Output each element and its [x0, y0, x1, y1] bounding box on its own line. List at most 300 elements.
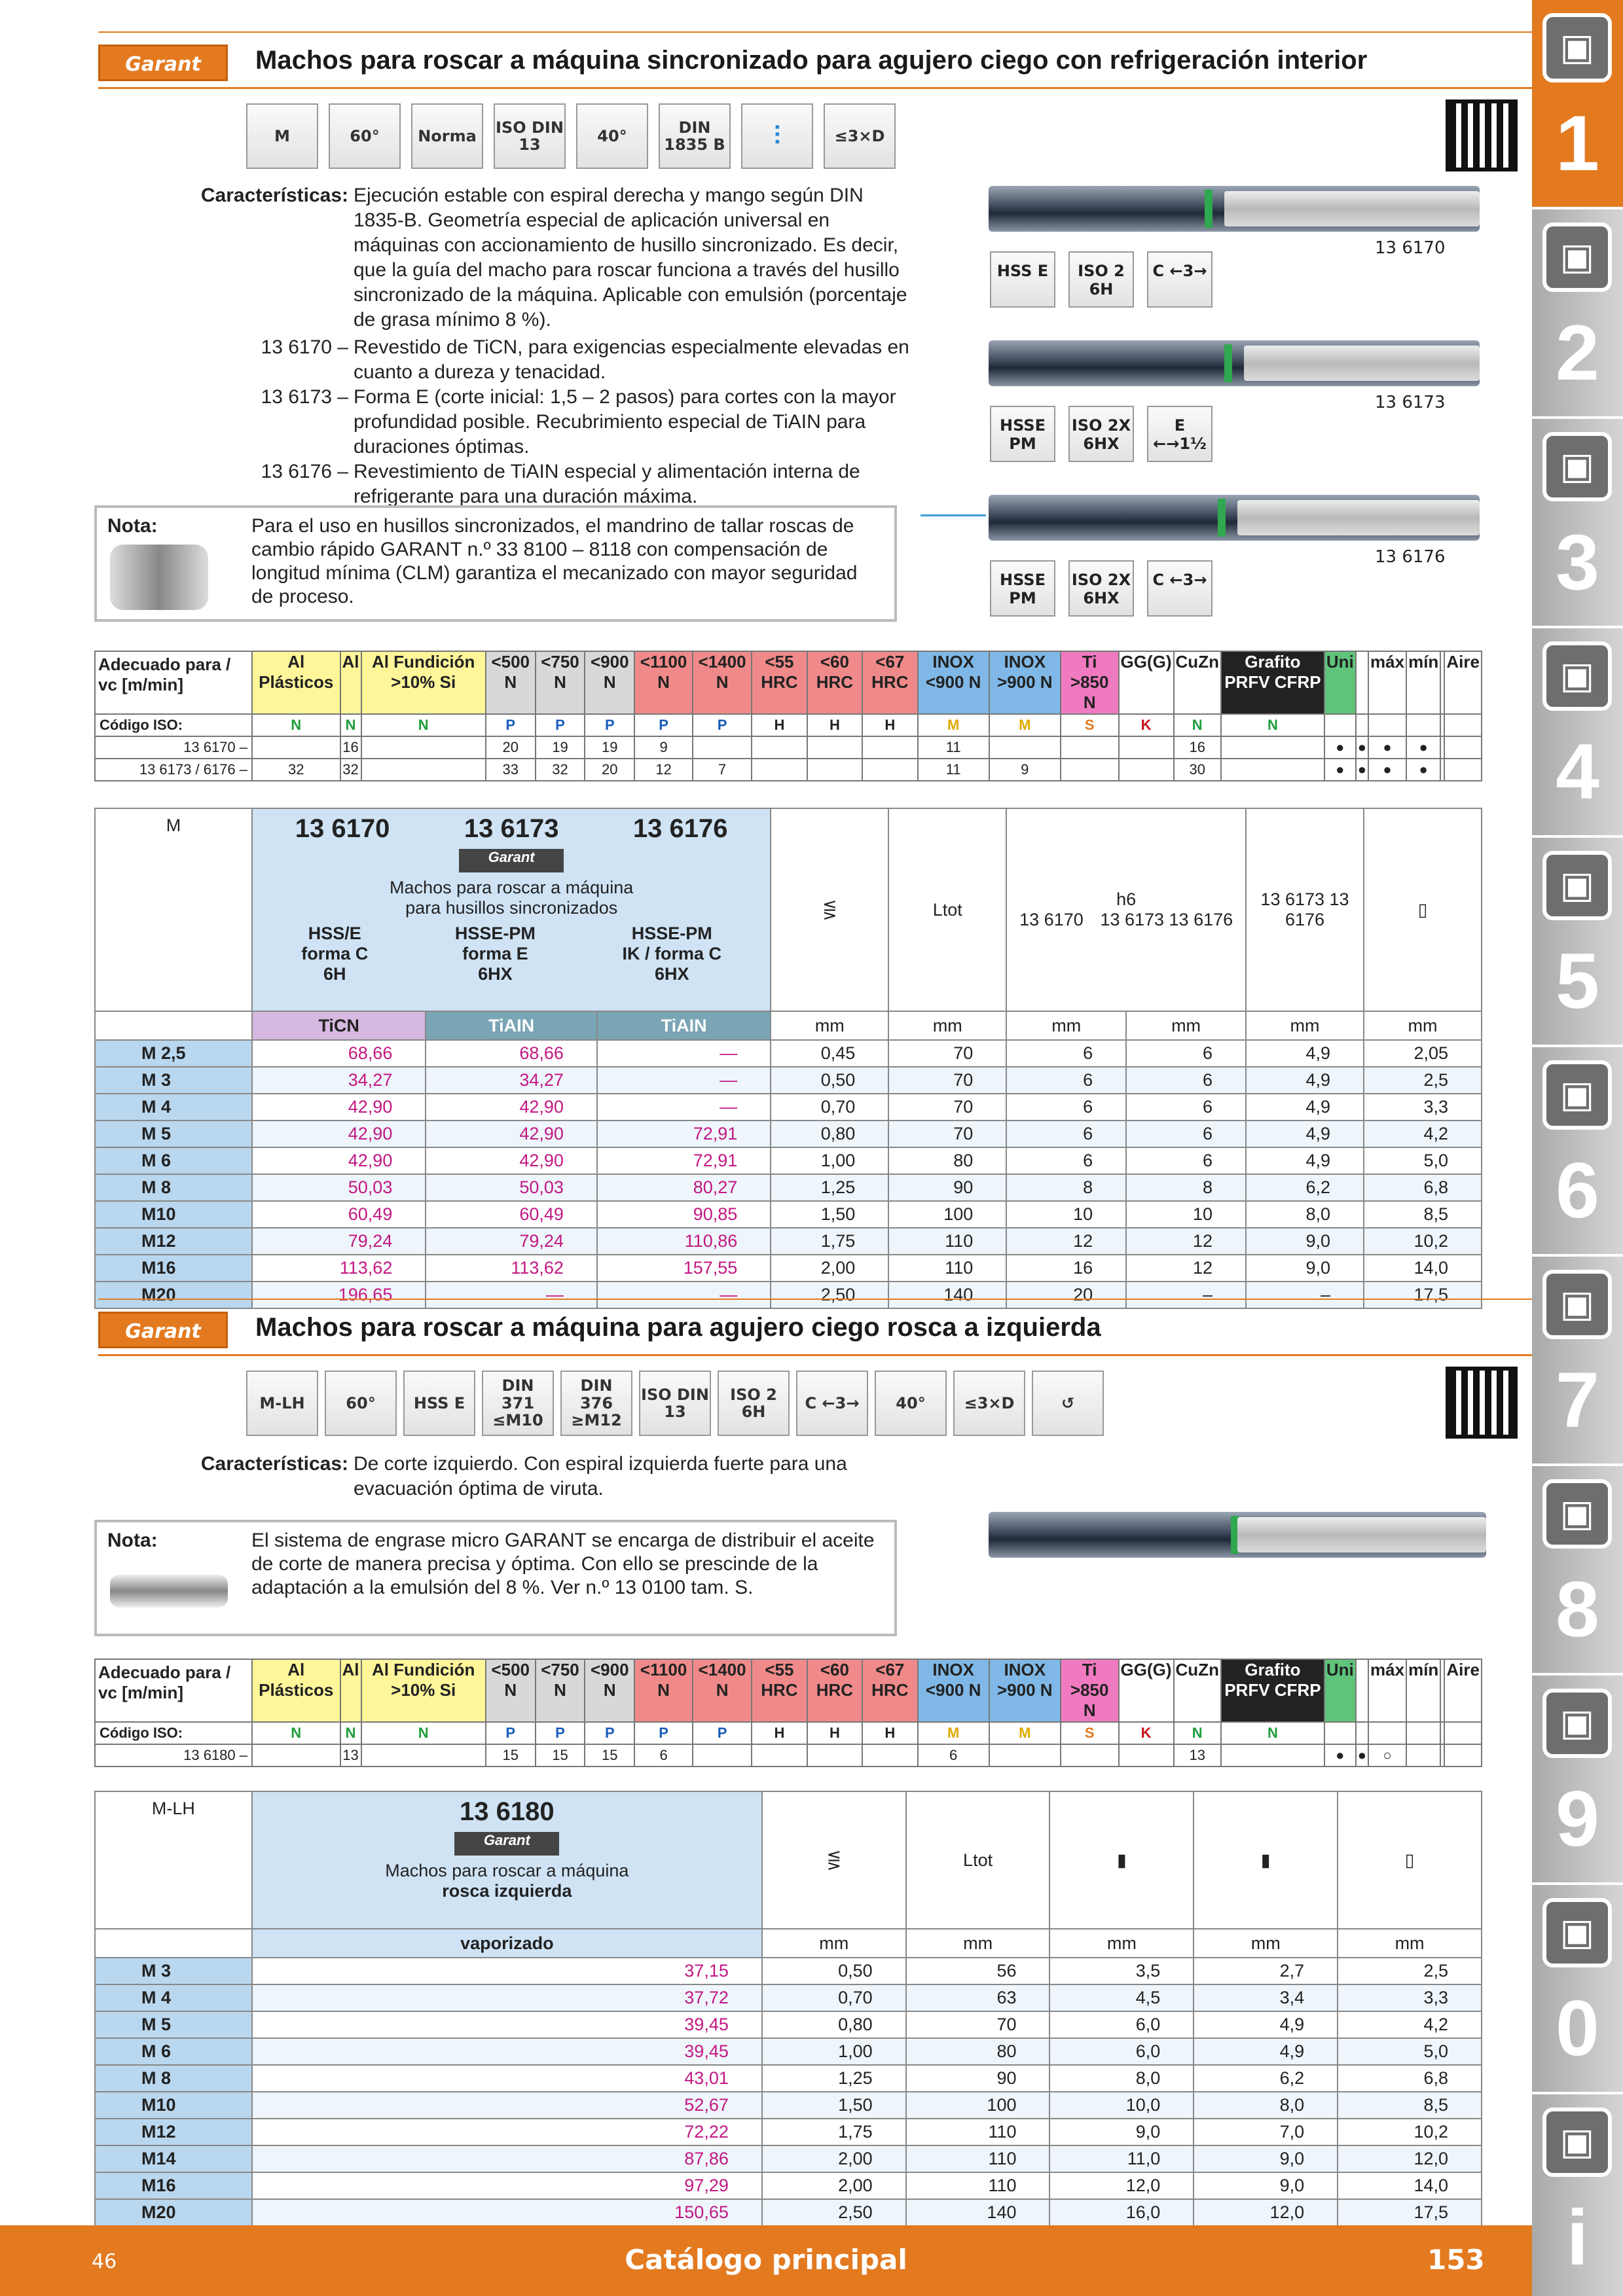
size-cell: M 5	[95, 2011, 252, 2038]
size-cell: M 2,5	[95, 1040, 252, 1067]
chapter-number: 0	[1556, 1984, 1599, 2072]
value-cell: 9,0	[1194, 2145, 1338, 2172]
iso-code: N	[340, 1722, 361, 1744]
price-cell[interactable]: 97,29	[252, 2172, 762, 2199]
drill-icon: ▯	[1364, 808, 1482, 1011]
iso-code: P	[585, 1722, 634, 1744]
value-cell: 1,00	[771, 1147, 888, 1174]
chapter-number: 5	[1556, 937, 1599, 1025]
iso-code: S	[1061, 714, 1119, 736]
material-header: Grafito PRFV CFRP	[1221, 1659, 1324, 1722]
price-cell[interactable]: 79,24	[426, 1228, 597, 1255]
sub-code: 13 6173 13 6176	[1260, 889, 1349, 929]
value-cell: 9,0	[1049, 2119, 1194, 2145]
section2-title: Machos para roscar a máquina para agujero ciego rosca a izquierda	[255, 1313, 1101, 1342]
value-cell: 4,9	[1246, 1067, 1364, 1094]
material-header: Al Plásticos	[252, 1659, 340, 1722]
sub-code: 13 6173 13 6176	[1100, 910, 1233, 929]
value-cell: 12	[1126, 1228, 1246, 1255]
note-label: Nota:	[107, 515, 158, 537]
value-cell: 110	[888, 1228, 1006, 1255]
iso-code: H	[807, 1722, 862, 1744]
value-cell: 6	[1006, 1040, 1126, 1067]
table-row	[95, 1040, 1482, 1067]
din376-icon: DIN 376 ≥M12	[560, 1371, 632, 1436]
blank-cell	[95, 1929, 252, 1958]
tap-chuck-image	[110, 545, 208, 610]
chapter-tab-4[interactable]	[1532, 628, 1623, 838]
value-cell: 6,8	[1364, 1174, 1482, 1201]
iso-code: P	[536, 714, 585, 736]
price-cell[interactable]: 113,62	[252, 1255, 426, 1282]
matrix-cell: 6	[634, 1744, 693, 1767]
price-cell[interactable]: 196,65	[252, 1282, 426, 1308]
price-cell[interactable]: —	[597, 1067, 771, 1094]
chapter-icon: ▣	[1542, 1479, 1612, 1549]
price-cell[interactable]: 60,49	[252, 1201, 426, 1228]
price-cell[interactable]: 60,49	[426, 1201, 597, 1228]
value-cell: 90	[888, 1174, 1006, 1201]
price-cell[interactable]: 42,90	[252, 1094, 426, 1121]
price-cell[interactable]: 113,62	[426, 1255, 597, 1282]
matrix-cell	[1444, 736, 1482, 759]
material-header: <1400 N	[693, 1659, 752, 1722]
price-cell[interactable]: —	[597, 1094, 771, 1121]
variant-line: 6H	[323, 964, 346, 984]
matrix-cell: 16	[1174, 736, 1221, 759]
matrix-cell: 11	[918, 759, 989, 781]
value-cell: 110	[906, 2145, 1050, 2172]
price-cell[interactable]: 90,85	[597, 1201, 771, 1228]
matrix-cell	[862, 1744, 917, 1767]
value-cell: 17,5	[1338, 2199, 1482, 2226]
price-cell[interactable]: 68,66	[426, 1040, 597, 1067]
coating-ticn: TiCN	[252, 1011, 426, 1040]
value-cell: 2,50	[771, 1282, 888, 1308]
value-cell: 3,5	[1049, 1958, 1194, 1984]
material-header	[1356, 1659, 1368, 1722]
table-row	[95, 1147, 1482, 1174]
value-cell: 2,05	[1364, 1040, 1482, 1067]
matrix-cell	[752, 1744, 807, 1767]
matrix-cell: 13	[340, 1744, 361, 1767]
iso-code: H	[807, 714, 862, 736]
value-cell: 80	[906, 2038, 1050, 2065]
value-cell: 8,0	[1194, 2092, 1338, 2119]
tool-image-136173	[989, 340, 1480, 386]
value-cell: –	[1246, 1282, 1364, 1308]
value-cell: 7,0	[1194, 2119, 1338, 2145]
chapter-tab-i[interactable]	[1532, 2094, 1623, 2296]
variant-line: forma E	[462, 944, 528, 963]
price-cell[interactable]: 37,72	[252, 1984, 762, 2011]
matrix-cell	[361, 1744, 486, 1767]
material-header: <60 HRC	[807, 651, 862, 714]
material-header: <1100 N	[634, 651, 693, 714]
pitch-icon: ⋚	[771, 808, 888, 1011]
price-cell[interactable]: 50,03	[252, 1174, 426, 1201]
unit: mm	[1246, 1011, 1364, 1040]
coating-tiain: TiAIN	[426, 1011, 597, 1040]
feature-text: Ejecución estable con espiral derecha y mango según DIN 1835-B. Geometría especial de aplicación universal en máquinas con accionamiento de husillo sincronizado. Es decir, que la guía del macho para roscar funciona a través del husillo sincronizado de la máquina. Aplicable con emulsión (porcentaje de grasa mínimo 8 %).	[354, 185, 907, 331]
iso-code	[1324, 714, 1356, 736]
value-cell: 100	[888, 1201, 1006, 1228]
price-cell[interactable]: 72,91	[597, 1147, 771, 1174]
matrix-cell: ○	[1368, 1744, 1406, 1767]
iso-code: P	[693, 1722, 752, 1744]
matrix-cell: 11	[918, 736, 989, 759]
ltot-label: Ltot	[963, 1850, 993, 1870]
value-cell: 2,7	[1194, 1958, 1338, 1984]
material-matrix-1	[94, 651, 1482, 781]
chapter-tab-3[interactable]	[1532, 419, 1623, 628]
value-cell: 90	[906, 2065, 1050, 2092]
angle-60-icon: 60°	[325, 1371, 397, 1436]
matrix-cell	[693, 736, 752, 759]
price-cell[interactable]: 42,90	[426, 1121, 597, 1147]
table-row	[95, 2199, 1482, 2226]
product-code: 13 6170	[295, 814, 390, 843]
price-cell[interactable]: 42,90	[426, 1094, 597, 1121]
iso-code: N	[252, 1722, 340, 1744]
garant-logo: Garant	[454, 1832, 559, 1856]
badge-iso2x-6hx: ISO 2X 6HX	[1068, 560, 1134, 617]
price-cell[interactable]: 80,27	[597, 1174, 771, 1201]
value-cell: –	[1126, 1282, 1246, 1308]
size-cell: M12	[95, 2119, 252, 2145]
value-cell: 0,50	[762, 1958, 906, 1984]
iso-code	[1406, 1722, 1440, 1744]
matrix-cell: 7	[693, 759, 752, 781]
value-cell: 16,0	[1049, 2199, 1194, 2226]
desc-line1: Machos para roscar a máquina	[390, 878, 634, 897]
matrix-cell: 33	[486, 759, 536, 781]
col-m-header: M	[95, 808, 252, 1011]
value-cell: 1,25	[762, 2065, 906, 2092]
iso-code: K	[1119, 714, 1174, 736]
price-cell[interactable]: 72,91	[597, 1121, 771, 1147]
chapter-tab-1[interactable]	[1532, 0, 1623, 209]
chapter-number: 8	[1556, 1566, 1599, 1653]
feature-label: 13 6173 –	[261, 386, 348, 408]
chapter-number: 4	[1556, 728, 1599, 816]
chapter-tab-0[interactable]	[1532, 1885, 1623, 2094]
price-cell[interactable]: —	[597, 1040, 771, 1067]
matrix-cell: ●	[1356, 759, 1368, 781]
value-cell: 110	[888, 1255, 1006, 1282]
price-cell[interactable]: 34,27	[252, 1067, 426, 1094]
garant-logo: Garant	[98, 45, 228, 81]
value-cell: 1,50	[762, 2092, 906, 2119]
price-cell[interactable]: 39,45	[252, 2038, 762, 2065]
matrix-cell	[752, 759, 807, 781]
price-cell[interactable]: 79,24	[252, 1228, 426, 1255]
value-cell: 70	[906, 2011, 1050, 2038]
shank-header	[1006, 808, 1246, 1011]
price-cell[interactable]: 68,66	[252, 1040, 426, 1067]
value-cell: 0,50	[771, 1067, 888, 1094]
iso-code	[1444, 714, 1482, 736]
ltot-icon	[906, 1791, 1050, 1929]
product-code: 13 6176	[632, 814, 728, 843]
chapter-icon: ▣	[1542, 13, 1612, 82]
matrix-cell: 6	[918, 1744, 989, 1767]
iso-code: M	[989, 714, 1061, 736]
price-cell[interactable]: —	[597, 1282, 771, 1308]
matrix-cell: 19	[536, 736, 585, 759]
variant-line: 6HX	[654, 964, 689, 984]
value-cell: 6,0	[1049, 2038, 1194, 2065]
material-matrix-2	[94, 1659, 1482, 1767]
iso-code: M	[918, 1722, 989, 1744]
matrix-cell	[1444, 759, 1482, 781]
iso-code: N	[361, 1722, 486, 1744]
value-cell: 17,5	[1364, 1282, 1482, 1308]
value-cell: 70	[888, 1121, 1006, 1147]
chapter-tab-5[interactable]	[1532, 838, 1623, 1047]
value-cell: 14,0	[1338, 2172, 1482, 2199]
price-cell[interactable]: 43,01	[252, 2065, 762, 2092]
shank-icon: ▮	[1049, 1791, 1194, 1929]
unit: mm	[1338, 1929, 1482, 1958]
iso-code	[1368, 714, 1406, 736]
value-cell: 8,5	[1338, 2092, 1482, 2119]
matrix-cell: 9	[989, 759, 1061, 781]
sub-code: 13 6170	[1019, 910, 1084, 929]
angle-40-icon: 40°	[576, 103, 648, 169]
thread-mlh-icon: M-LH	[246, 1371, 318, 1436]
table-row	[95, 2172, 1482, 2199]
table-row	[95, 1121, 1482, 1147]
material-header: <67 HRC	[862, 651, 917, 714]
qr-code-icon[interactable]	[1446, 99, 1518, 171]
value-cell: 8,5	[1364, 1201, 1482, 1228]
price-cell[interactable]: 37,15	[252, 1958, 762, 1984]
material-header: Uni	[1324, 651, 1356, 714]
value-cell: 70	[888, 1094, 1006, 1121]
price-cell[interactable]: 42,90	[252, 1147, 426, 1174]
tool-code: 13 6173	[1375, 393, 1446, 412]
iso2-6h-icon: ISO 2 6H	[718, 1371, 790, 1436]
value-cell: 6	[1126, 1094, 1246, 1121]
price-cell[interactable]: 110,86	[597, 1228, 771, 1255]
price-cell[interactable]: 150,65	[252, 2199, 762, 2226]
footer	[0, 2225, 1532, 2296]
matrix-row-label: 13 6170 –	[95, 736, 252, 759]
value-cell: 6	[1006, 1094, 1126, 1121]
price-cell[interactable]: 42,90	[252, 1121, 426, 1147]
chapter-icon: ▣	[1542, 641, 1612, 711]
price-cell[interactable]: 50,03	[426, 1174, 597, 1201]
iso-code: N	[252, 714, 340, 736]
iso-code: H	[752, 714, 807, 736]
chapter-number: 3	[1556, 518, 1599, 606]
table-row	[95, 2092, 1482, 2119]
product-code: 13 6173	[464, 814, 559, 843]
garant-logo: Garant	[459, 849, 564, 872]
iso-code: N	[340, 714, 361, 736]
section2-icons	[246, 1371, 1104, 1436]
matrix-row-label: 13 6180 –	[95, 1744, 252, 1767]
matrix-cell	[862, 736, 917, 759]
variant-line: HSSE-PM	[631, 924, 712, 943]
value-cell: 4,9	[1246, 1094, 1364, 1121]
chapter-tab-8[interactable]	[1532, 1466, 1623, 1676]
material-header	[1356, 651, 1368, 714]
material-header: <60 HRC	[807, 1659, 862, 1722]
value-cell: 3,3	[1338, 1984, 1482, 2011]
iso-code: P	[486, 1722, 536, 1744]
unit: mm	[1006, 1011, 1126, 1040]
value-cell: 8	[1126, 1174, 1246, 1201]
iso-code: P	[585, 714, 634, 736]
matrix-cell	[1061, 736, 1119, 759]
chapter-tab-2[interactable]	[1532, 209, 1623, 419]
price-cell[interactable]: 42,90	[426, 1147, 597, 1174]
chapter-icon: ▣	[1542, 1060, 1612, 1130]
value-cell: 6	[1126, 1040, 1246, 1067]
value-cell: 140	[906, 2199, 1050, 2226]
value-cell: 6,0	[1049, 2011, 1194, 2038]
iso-code: P	[536, 1722, 585, 1744]
iso-code: M	[989, 1722, 1061, 1744]
iso-code: H	[862, 1722, 917, 1744]
chapter-icon: ▣	[1542, 1898, 1612, 1967]
value-cell: 5,0	[1338, 2038, 1482, 2065]
value-cell: 2,50	[762, 2199, 906, 2226]
price-cell[interactable]: 34,27	[426, 1067, 597, 1094]
badge-form-c: C ←3→	[1147, 560, 1213, 617]
value-cell: 6,8	[1338, 2065, 1482, 2092]
price-cell[interactable]: —	[426, 1282, 597, 1308]
value-cell: 10	[1006, 1201, 1126, 1228]
value-cell: 1,25	[771, 1174, 888, 1201]
material-header: máx	[1368, 1659, 1406, 1722]
iso-code	[1444, 1722, 1482, 1744]
value-cell: 9,0	[1246, 1255, 1364, 1282]
value-cell: 6	[1006, 1067, 1126, 1094]
matrix-cell: ●	[1406, 736, 1440, 759]
matrix-cell: ●	[1324, 736, 1356, 759]
iso-code	[1368, 1722, 1406, 1744]
hss-e-icon: HSS E	[403, 1371, 475, 1436]
iso-din13-icon: ISO DIN 13	[494, 103, 566, 169]
norma-icon: Norma	[411, 103, 483, 169]
material-header: Al	[340, 651, 361, 714]
value-cell: 70	[888, 1040, 1006, 1067]
feature-text: Forma E (corte inicial: 1,5 – 2 pasos) para cortes con la mayor profundidad posible. Recubrimiento especial de TiAIN para duraciones óptimas.	[354, 386, 896, 457]
value-cell: 8,0	[1049, 2065, 1194, 2092]
chapter-tab-9[interactable]	[1532, 1676, 1623, 1885]
din1835b-icon: DIN 1835 B	[659, 103, 731, 169]
unit: mm	[906, 1929, 1050, 1958]
matrix-cell: 15	[486, 1744, 536, 1767]
arrow-left-icon	[921, 514, 986, 516]
iso-code: N	[1221, 1722, 1324, 1744]
value-cell: 2,00	[762, 2145, 906, 2172]
matrix-cell: 32	[340, 759, 361, 781]
matrix-cell	[1119, 759, 1174, 781]
value-cell: 63	[906, 1984, 1050, 2011]
note-label: Nota:	[107, 1530, 158, 1551]
material-header: Al Plásticos	[252, 651, 340, 714]
value-cell: 5,0	[1364, 1147, 1482, 1174]
size-cell: M 5	[95, 1121, 252, 1147]
section1-title: Machos para roscar a máquina sincronizado para agujero ciego con refrigeración interior	[255, 46, 1368, 75]
chapter-icon: ▣	[1542, 1270, 1612, 1339]
material-header: CuZn	[1174, 1659, 1221, 1722]
value-cell: 6,2	[1194, 2065, 1338, 2092]
price-cell[interactable]: 52,67	[252, 2092, 762, 2119]
size-cell: M 6	[95, 2038, 252, 2065]
iso-code	[1356, 1722, 1368, 1744]
note-text: El sistema de engrase micro GARANT se encarga de distribuir el aceite de corte de manera precisa y óptima. Con ello se prescinde de la adaptación a la emulsión del 8 %. Ver n.º 13 0100 tam. S.	[251, 1530, 875, 1598]
matrix-cell	[1119, 736, 1174, 759]
iso-code: N	[1174, 1722, 1221, 1744]
value-cell: 6	[1006, 1147, 1126, 1174]
iso-code	[1406, 714, 1440, 736]
matrix-cell	[252, 736, 340, 759]
badge-iso2x-6hx: ISO 2X 6HX	[1068, 406, 1134, 462]
depth-3xd-icon: ≤3×D	[824, 103, 896, 169]
unit: mm	[762, 1929, 906, 1958]
value-cell: 1,50	[771, 1201, 888, 1228]
material-header: Al	[340, 1659, 361, 1722]
price-cell[interactable]: 39,45	[252, 2011, 762, 2038]
iso-code: P	[486, 714, 536, 736]
tool-code: 13 6176	[1375, 547, 1446, 567]
value-cell: 110	[906, 2119, 1050, 2145]
chapter-tab-6[interactable]	[1532, 1047, 1623, 1257]
feature-text: Revestimiento de TiAIN especial y alimentación interna de refrigerante para una duración máxima.	[354, 461, 860, 507]
material-header: Ti >850 N	[1061, 1659, 1119, 1722]
iso-label: Código ISO:	[95, 714, 252, 736]
material-header: <900 N	[585, 651, 634, 714]
chapter-tab-7[interactable]	[1532, 1257, 1623, 1466]
blank-cell	[95, 1011, 252, 1040]
price-cell[interactable]: 87,86	[252, 2145, 762, 2172]
price-cell[interactable]: 72,22	[252, 2119, 762, 2145]
size-cell: M12	[95, 1228, 252, 1255]
note-text: Para el uso en husillos sincronizados, el mandrino de tallar roscas de cambio rápido GARANT n.º 33 8100 – 8118 con compensación de longitud mínima (CLM) garantiza el mecanizado con mayor seguridad de proceso.	[251, 515, 858, 607]
feature-label: 13 6176 –	[261, 461, 348, 482]
matrix-cell: 16	[340, 736, 361, 759]
page-number: 153	[1427, 2244, 1485, 2276]
value-cell: 9,0	[1246, 1228, 1364, 1255]
section2-features	[105, 1452, 917, 1501]
product-code: 13 6180	[460, 1797, 555, 1826]
chapter-sidebar	[1532, 0, 1623, 2296]
size-cell: M14	[95, 2145, 252, 2172]
material-header: <67 HRC	[862, 1659, 917, 1722]
value-cell: 1,75	[771, 1228, 888, 1255]
value-cell: 10,2	[1364, 1228, 1482, 1255]
unit: mm	[1126, 1011, 1246, 1040]
price-cell[interactable]: 157,55	[597, 1255, 771, 1282]
qr-code-icon[interactable]	[1446, 1367, 1518, 1439]
matrix-head-label: Adecuado para / vc [m/min]	[95, 651, 252, 714]
material-header: mín	[1406, 651, 1440, 714]
matrix-cell	[1061, 759, 1119, 781]
value-cell: 12,0	[1338, 2145, 1482, 2172]
desc-line2: rosca izquierda	[442, 1881, 572, 1901]
thread-m-icon: M	[246, 103, 318, 169]
variant-line: HSS/E	[308, 924, 361, 943]
value-cell: 70	[888, 1067, 1006, 1094]
value-cell: 14,0	[1364, 1255, 1482, 1282]
chapter-number: 6	[1556, 1147, 1599, 1234]
value-cell: 2,5	[1364, 1067, 1482, 1094]
